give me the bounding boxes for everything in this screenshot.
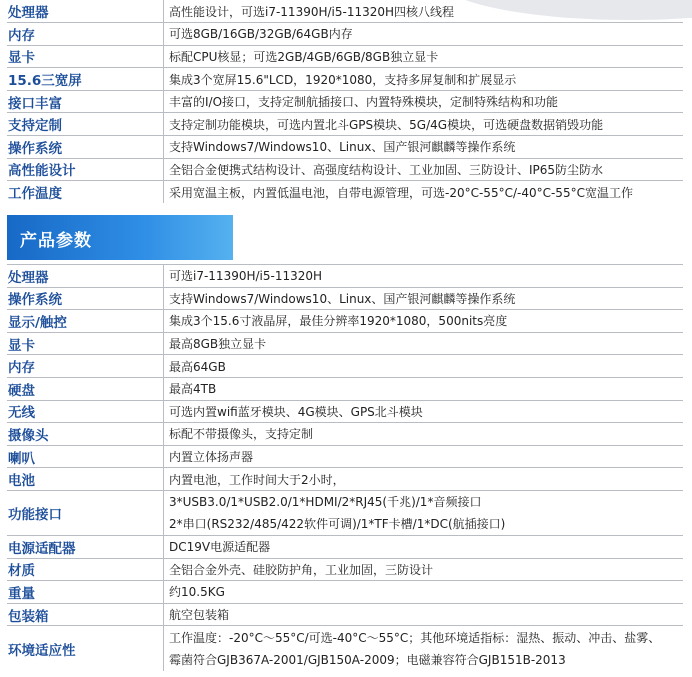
table-row bbox=[7, 136, 683, 159]
params-table bbox=[7, 264, 683, 671]
row-value: 约10.5KG bbox=[164, 581, 684, 604]
row-value: 支持定制功能模块，可选内置北斗GPS模块、5G/4G模块，可选硬盘数据销毁功能 bbox=[164, 113, 684, 136]
row-label: 摄像头 bbox=[7, 423, 164, 446]
row-value: 最高64GB bbox=[164, 355, 684, 378]
table-row bbox=[7, 265, 683, 288]
row-value: 内置电池，工作时间大于2小时， bbox=[164, 468, 684, 491]
row-label: 喇叭 bbox=[7, 445, 164, 468]
row-value bbox=[164, 490, 684, 535]
table-row bbox=[7, 90, 683, 113]
row-value: DC19V电源适配器 bbox=[164, 535, 684, 558]
row-label: 处理器 bbox=[7, 0, 164, 23]
table-row bbox=[7, 287, 683, 310]
table-row bbox=[7, 310, 683, 333]
table-row bbox=[7, 581, 683, 604]
row-label: 电源适配器 bbox=[7, 535, 164, 558]
table-row bbox=[7, 68, 683, 91]
table-row bbox=[7, 535, 683, 558]
row-label: 硬盘 bbox=[7, 377, 164, 400]
row-value: 支持Windows7/Windows10、Linux、国产银河麒麟等操作系统 bbox=[164, 287, 684, 310]
row-value: 内置立体扬声器 bbox=[164, 445, 684, 468]
table-row bbox=[7, 423, 683, 446]
row-label: 操作系统 bbox=[7, 287, 164, 310]
row-label: 重量 bbox=[7, 581, 164, 604]
row-value: 高性能设计，可选i7-11390H/i5-11320H四核八线程 bbox=[164, 0, 684, 23]
row-value-line: 工作温度：-20°C～55°C/可选-40°C～55°C；其他环境适指标：湿热、振动、冲击、盐雾、 bbox=[169, 630, 661, 645]
table-row bbox=[7, 45, 683, 68]
table-row bbox=[7, 377, 683, 400]
row-label: 材质 bbox=[7, 558, 164, 581]
table-row bbox=[7, 558, 683, 581]
table-row bbox=[7, 445, 683, 468]
row-label: 处理器 bbox=[7, 265, 164, 288]
table-row bbox=[7, 332, 683, 355]
row-value bbox=[164, 626, 684, 671]
row-value: 最高4TB bbox=[164, 377, 684, 400]
row-value: 全铝合金便携式结构设计、高强度结构设计、工业加固、三防设计、IP65防尘防水 bbox=[164, 158, 684, 181]
row-label: 15.6三宽屏 bbox=[7, 68, 164, 91]
table-row bbox=[7, 23, 683, 46]
row-value: 支持Windows7/Windows10、Linux、国产银河麒麟等操作系统 bbox=[164, 136, 684, 159]
row-value: 采用宽温主板，内置低温电池，自带电源管理，可选-20°C-55°C/-40°C-55°C宽温工作 bbox=[164, 181, 684, 204]
row-value: 全铝合金外壳、硅胶防护角，工业加固，三防设计 bbox=[164, 558, 684, 581]
section-banner bbox=[7, 215, 233, 260]
row-label: 电池 bbox=[7, 468, 164, 491]
table-row bbox=[7, 355, 683, 378]
table-row bbox=[7, 490, 683, 535]
row-value: 可选i7-11390H/i5-11320H bbox=[164, 265, 684, 288]
row-label: 接口丰富 bbox=[7, 90, 164, 113]
row-label: 显卡 bbox=[7, 45, 164, 68]
row-label: 工作温度 bbox=[8, 186, 62, 203]
row-label: 内存 bbox=[7, 23, 164, 46]
row-value: 丰富的I/O接口，支持定制航插接口、内置特殊模块，定制特殊结构和功能 bbox=[164, 90, 684, 113]
section-title: 产品参数 bbox=[20, 231, 92, 251]
row-label: 显示/触控 bbox=[7, 310, 164, 333]
row-value: 标配CPU核显；可选2GB/4GB/6GB/8GB独立显卡 bbox=[164, 45, 684, 68]
row-value: 集成3个宽屏15.6"LCD，1920*1080，支持多屏复制和扩展显示 bbox=[164, 68, 684, 91]
row-label: 内存 bbox=[7, 355, 164, 378]
row-label: 操作系统 bbox=[7, 136, 164, 159]
row-value: 航空包装箱 bbox=[164, 603, 684, 626]
row-label: 功能接口 bbox=[7, 490, 164, 535]
row-value-line: 2*串口(RS232/485/422软件可调)/1*TF卡槽/1*DC(航插接口) bbox=[169, 516, 506, 531]
table-row bbox=[7, 626, 683, 671]
table-row bbox=[7, 158, 683, 181]
row-label: 高性能设计 bbox=[7, 158, 164, 181]
table-row bbox=[7, 0, 683, 23]
row-value-line: 3*USB3.0/1*USB2.0/1*HDMI/2*RJ45(千兆)/1*音频接口 bbox=[169, 494, 482, 509]
row-value: 最高8GB独立显卡 bbox=[164, 332, 684, 355]
table-row bbox=[7, 468, 683, 491]
table-row bbox=[7, 400, 683, 423]
row-value: 标配不带摄像头，支持定制 bbox=[164, 423, 684, 446]
row-value: 可选8GB/16GB/32GB/64GB内存 bbox=[164, 23, 684, 46]
features-table bbox=[7, 0, 683, 203]
table-row bbox=[7, 181, 683, 204]
row-label: 支持定制 bbox=[7, 113, 164, 136]
row-label: 包装箱 bbox=[7, 603, 164, 626]
row-label: 环境适应性 bbox=[8, 642, 76, 659]
row-value: 集成3个15.6寸液晶屏，最佳分辨率1920*1080，500nits亮度 bbox=[164, 310, 684, 333]
row-label: 显卡 bbox=[7, 332, 164, 355]
row-value: 可选内置wifi蓝牙模块、4G模块、GPS北斗模块 bbox=[164, 400, 684, 423]
table-row bbox=[7, 113, 683, 136]
row-value-line: 霉菌符合GJB367A-2001/GJB150A-2009；电磁兼容符合GJB151B-2013 bbox=[169, 652, 566, 667]
table-row bbox=[7, 603, 683, 626]
row-label: 无线 bbox=[7, 400, 164, 423]
